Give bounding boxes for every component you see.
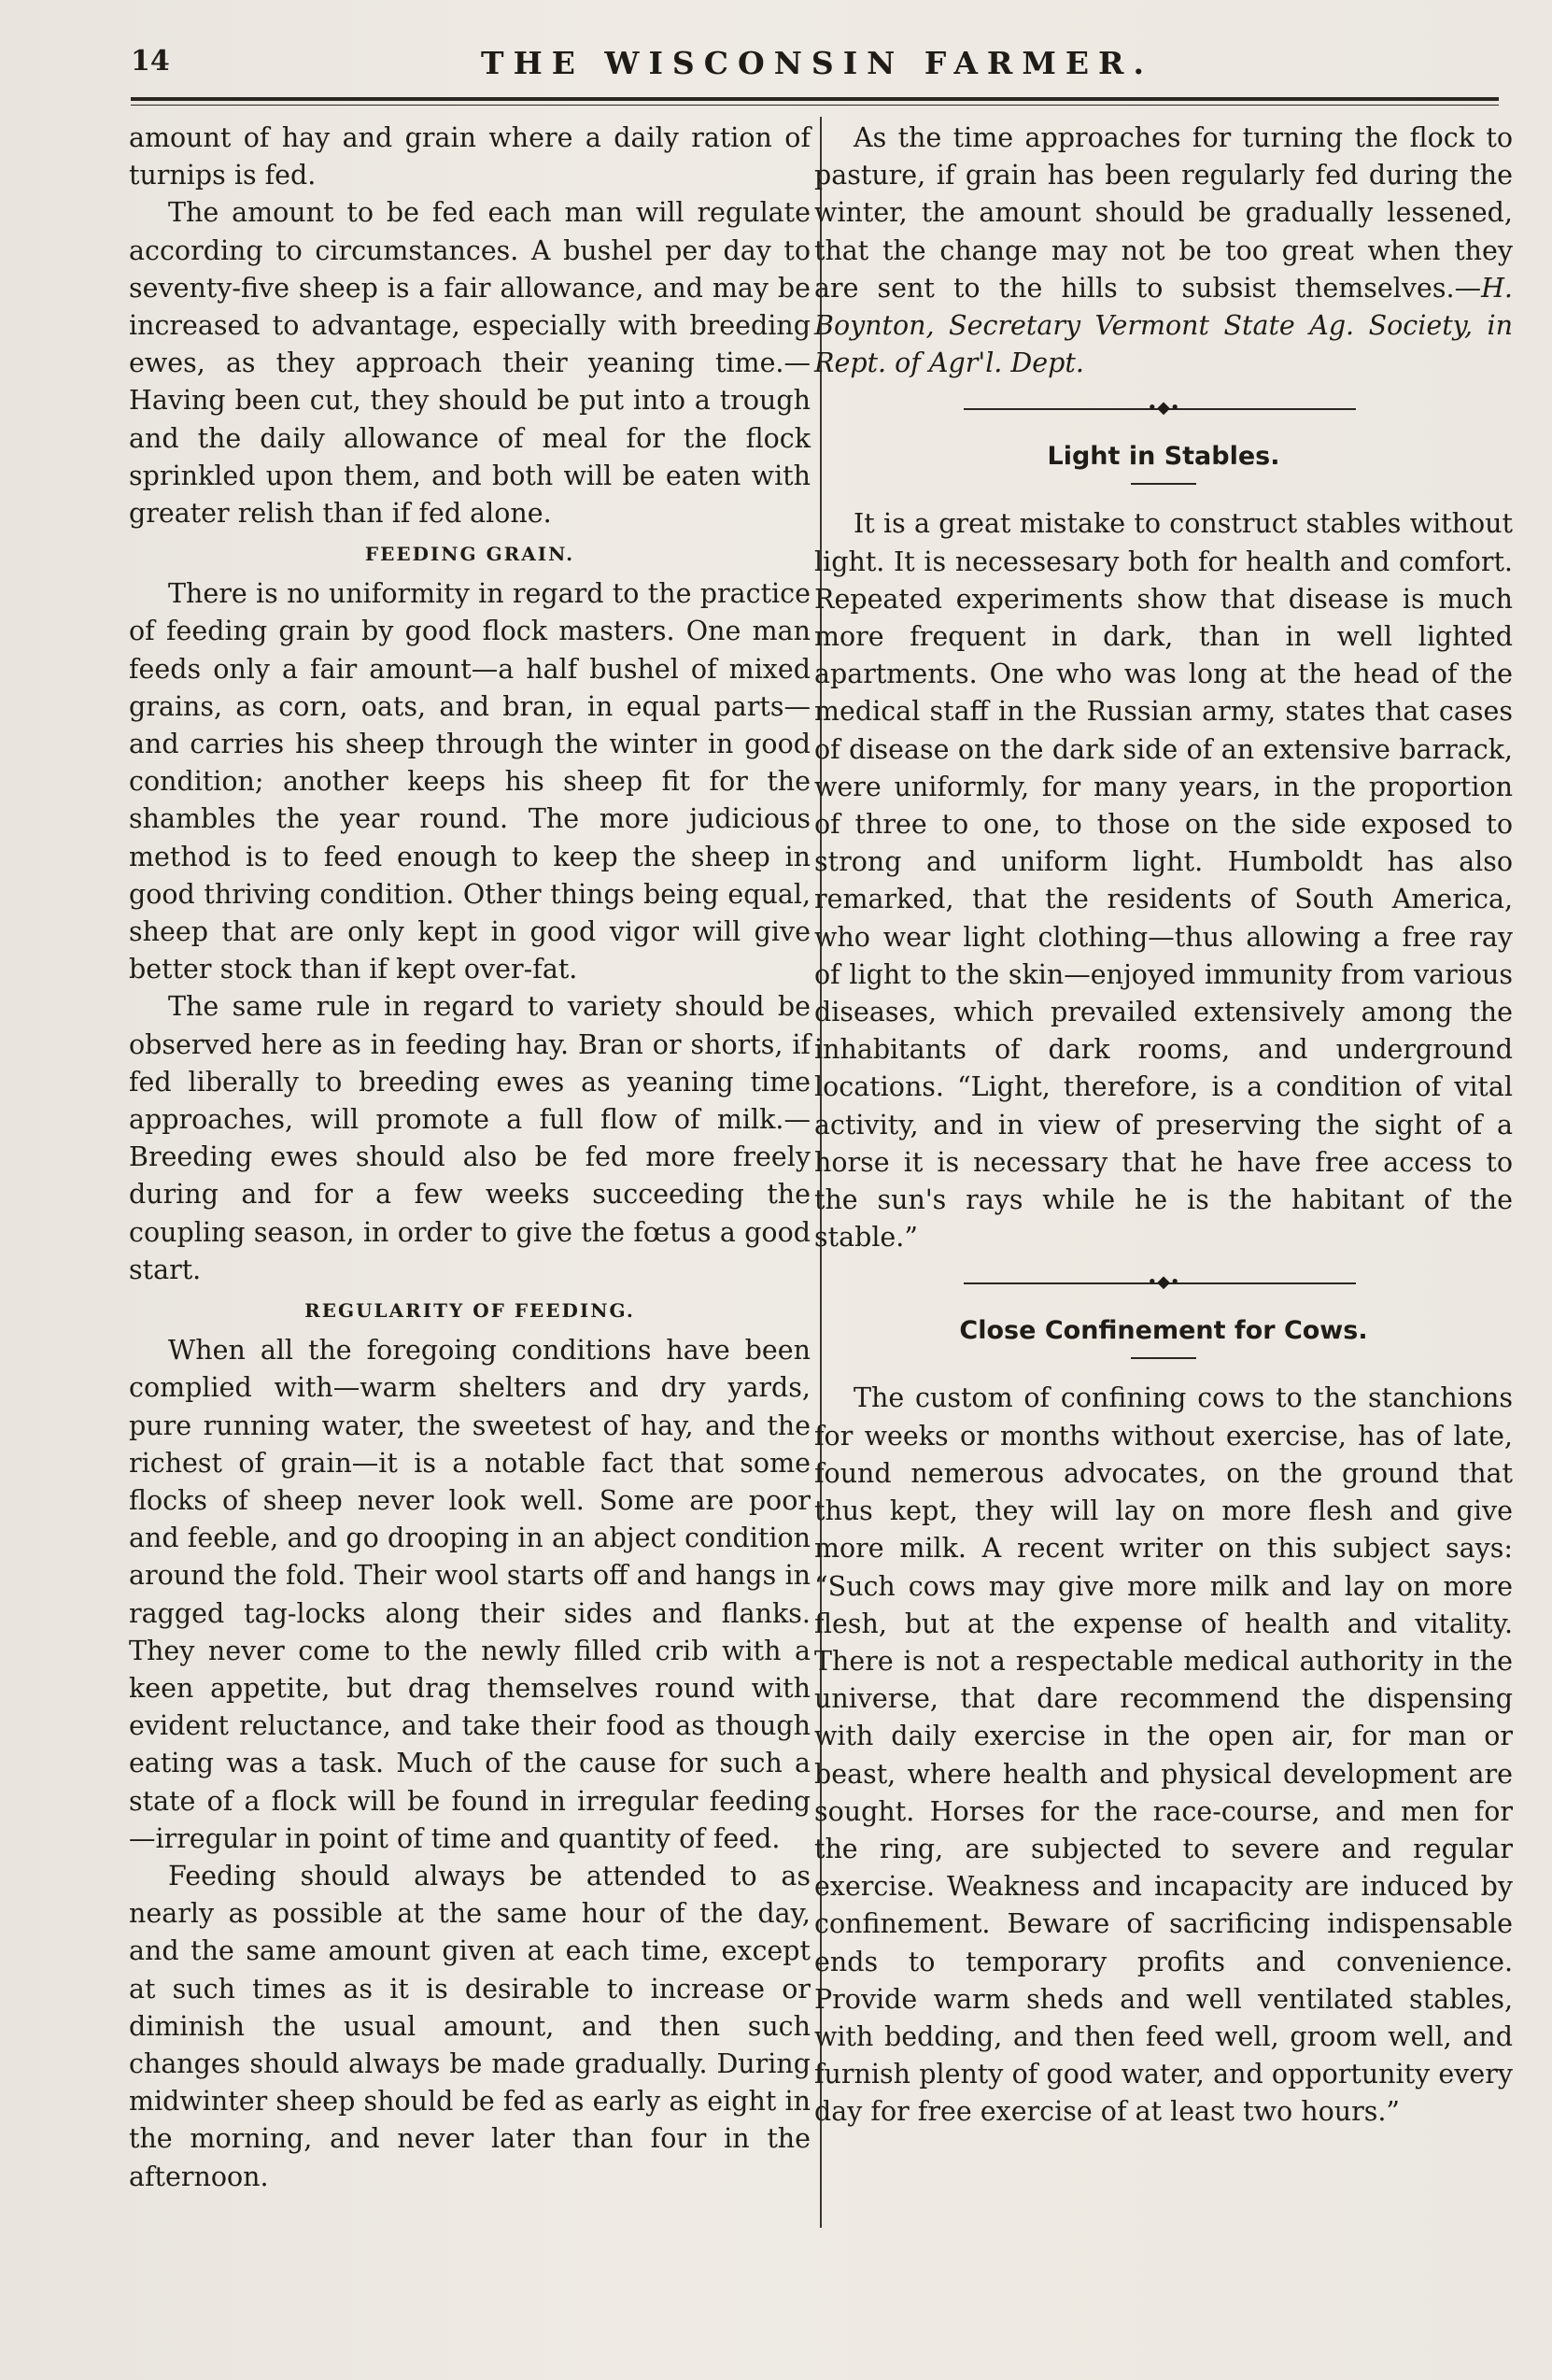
paragraph: The amount to be fed each man will regulate according to circumstances. A bushel per day to seventy-five sheep is a fair allowance, and may be increased to advantage, especially with breeding ewes, as they approach their yeaning time.—Having been cut, they should be put into a trough and the daily allowance of meal for the flock sprinkled upon them, and both will be eaten with greater relish than if fed alone.: [129, 197, 811, 530]
paragraph: When all the foregoing conditions have been complied with—warm shelters and dry yards, pure running water, the sweetest of hay, and the richest of grain—it is a notable fact that some flocks of sheep never look well. Some are poor and feeble, and go drooping in an abject condition around the fold. Their wool starts off and hangs in ragged tag-locks along their sides and flanks. They never come to the newly filled crib with a keen appetite, but drag themselves round with evident reluctance, and take their food as though eating was a task. Much of the cause for such a state of a flock will be found in irregular feeding—irregular in point of time and quantity of feed.: [129, 1335, 811, 1854]
paragraph: The custom of confining cows to the stanchions for weeks or months without exercise, has of late, found nemerous advocates, on the ground that thus kept, they will lay on more flesh and give more milk. A recent writer on this subject says: “Such cows may give more milk and lay on more flesh, but at the expense of health and vitality. There is not a respectable medical authority in the universe, that dare recommend the dispensing with daily exercise in the open air, for man or beast, where health and physical development are sought. Horses for the race-course, and men for the ring, are subjected to severe and regular exercise. Weakness and incapacity are induced by confinement. Beware of sacrificing indispensable ends to temporary profits and convenience. Provide warm sheds and well ventilated stables, with bedding, and then feed well, groom well, and furnish plenty of good water, and opportunity every day for free exercise of at least two hours.”: [814, 1382, 1513, 2128]
ornamental-divider: [814, 1269, 1513, 1297]
paragraph: There is no uniformity in regard to the practice of feeding grain by good flock masters. One man feeds only a fair amount—a half bushel of mixed grains, as corn, oats, and bran, in equal parts—and carries his sheep through the winter in good condition; another keeps his sheep fit for the shambles the year round. The more judicious method is to feed enough to keep the sheep in good thriving condition. Other things being equal, sheep that are only kept in good vigor will give better stock than if kept over-fat.: [129, 578, 811, 985]
paragraph-text: As the time approaches for turning the flock to pasture, if grain has been regularly fed during the winter, the amount should be gradually lessened, that the change may not be too great when they are sent to the hills to subsist themselves.—: [814, 122, 1513, 304]
section-subheading: REGULARITY OF FEEDING.: [304, 1299, 635, 1323]
section-subheading: FEEDING GRAIN.: [364, 543, 575, 566]
ornamental-divider: [814, 395, 1513, 423]
paragraph: The same rule in regard to variety should be observed here as in feeding hay. Bran or shorts, if fed liberally to breeding ewes as yeaning time approaches, will promote a full flow of milk.—Breeding ewes should also be fed more freely during and for a few weeks succeeding the coupling season, in order to give the fœtus a good start.: [129, 991, 811, 1285]
header-rule-thin: [131, 105, 1499, 106]
title-underline: [1131, 1357, 1196, 1359]
paragraph: Feeding should always be attended to as nearly as possible at the same hour of the day, and the same amount given at each time, except at such times as it is desirable to increase or diminish the usual amount, and then such changes should always be made gradually. During midwinter sheep should be fed as early as eight in the morning, and never later than four in the afternoon.: [129, 1860, 811, 2192]
paragraph: [814, 120, 1513, 382]
paragraph: It is a great mistake to construct stables without light. It is necessesary both for health and comfort. Repeated experiments show that disease is much more frequent in dark, than in well lighted apartments. One who was long at the head of the medical staff in the Russian army, states that cases of disease on the dark side of an extensive barrack, were uniformly, for many years, in the proportion of three to one, to those on the side exposed to strong and uniform light. Humboldt has also remarked, that the residents of South America, who wear light clothing—thus allowing a free ray of light to the skin—enjoyed immunity from various diseases, which prevailed extensively among the inhabitants of dark rooms, and underground locations. “Light, therefore, is a condition of vital activity, and in view of preserving the sight of a horse it is necessary that he have free access to the sun's rays while he is the habitant of the stable.”: [814, 508, 1513, 1254]
left-column: [129, 120, 811, 2196]
header-rule: [131, 97, 1499, 101]
masthead: THE WISCONSIN FARMER.: [481, 45, 1153, 81]
article-title: Close Confinement for Cows.: [959, 1316, 1368, 1346]
title-underline: [1131, 483, 1196, 485]
divider-ornament: •◆•: [1147, 398, 1180, 418]
right-column: [814, 120, 1513, 2132]
divider-ornament: •◆•: [1147, 1272, 1180, 1293]
paragraph: amount of hay and grain where a daily ration of turnips is fed.: [129, 122, 811, 191]
page-header: [131, 45, 1503, 92]
attribution: H. Boynton, Secretary Vermont State Ag. Society, in Rept. of Agr'l. Dept.: [814, 272, 1513, 379]
article-title: Light in Stables.: [1047, 442, 1280, 472]
page-number: 14: [131, 45, 170, 78]
